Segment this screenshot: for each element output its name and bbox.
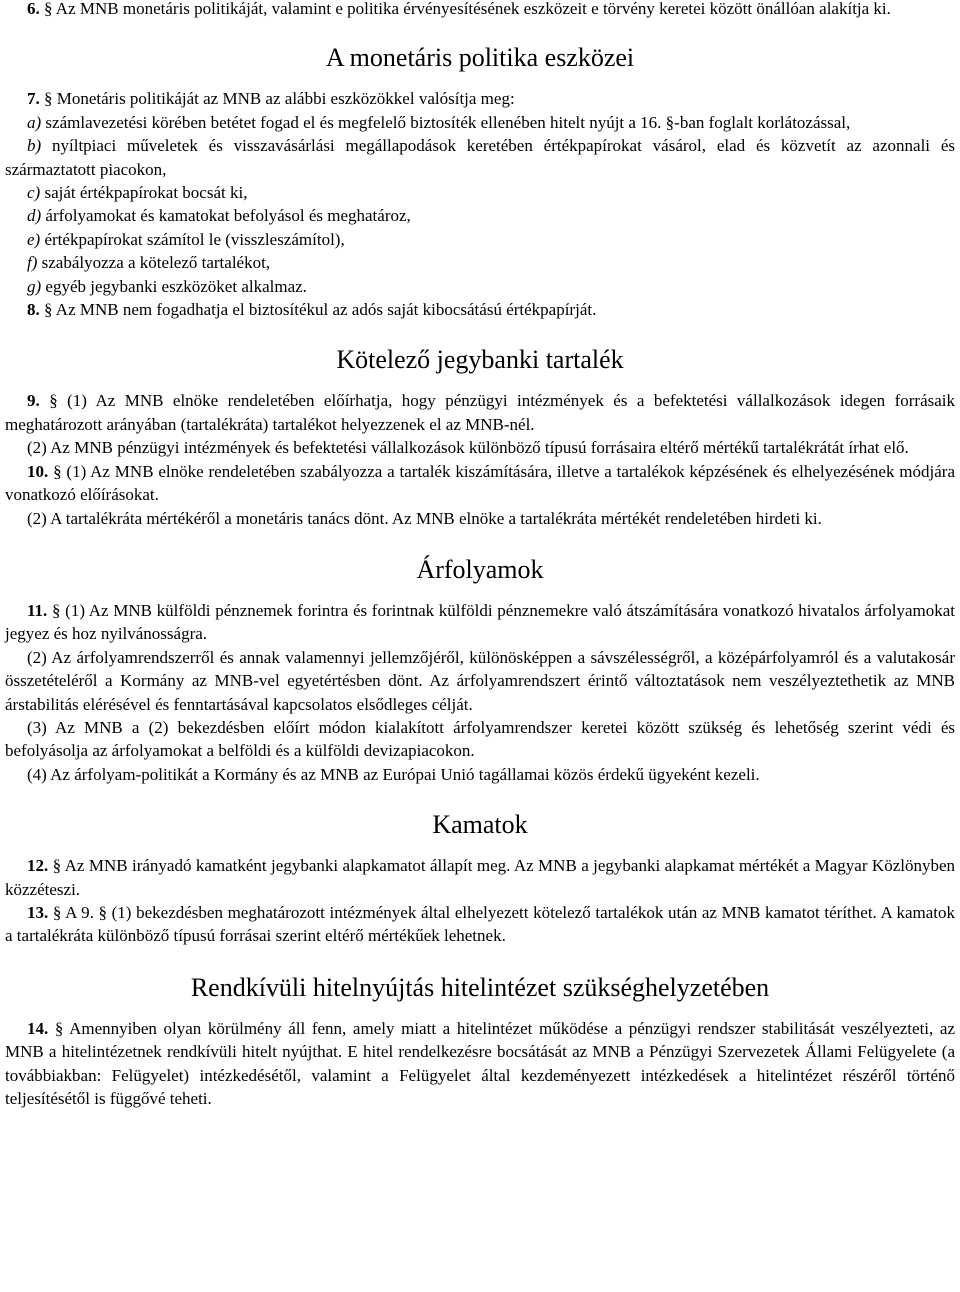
list-text: egyéb jegybanki eszközöket alkalmaz. <box>41 276 307 296</box>
section-number: 7. <box>27 89 40 109</box>
heading-emergency-credit: Rendkívüli hitelnyújtás hitelintézet szükséghelyzetében <box>190 972 770 1002</box>
section-11-paragraph-3: (3) Az MNB a (2) bekezdésben előírt módon kialakított árfolyamrendszer keretei között szükség és lehetőség szerint védi és befolyásolja az árfolyamokat a belföldi és a külföldi devizapiacokon. <box>5 717 955 761</box>
list-item-g <box>5 275 955 298</box>
list-letter: e) <box>27 229 41 249</box>
list-item-d <box>5 204 955 227</box>
list-letter: c) <box>27 183 41 203</box>
section-number: 6. <box>27 0 40 18</box>
section-text: Amennyiben olyan körülmény áll fenn, amely miatt a hitelintézet működése a pénzügyi rendszer stabilitását veszélyezteti, az MNB a hitelintézetnek rendkívüli hitelt nyújthat. E hitel rendelkezésre bocsátását az MNB a Pénzügyi Szervezetek Állami Felügyelete (a továbbiakban: Felügyelet) intézkedésétől, valamint a Felügyelet által kezdeményezett intézkedések a hitelintézet részéről történő teljesítésétől is függővé teheti. <box>5 1018 956 1108</box>
section-text: Monetáris politikáját az MNB az alábbi eszközökkel valósítja meg: <box>52 89 515 109</box>
list-text: szabályozza a kötelező tartalékot, <box>37 253 271 273</box>
section-text: (1) Az MNB elnöke rendeletében előírhatja, hogy pénzügyi intézmények és a befektetési vállalkozások idegen forrásaik meghatározott arányában (tartalékráta) tartalékot helyezzenek el az MNB-nél. <box>5 391 955 434</box>
section-sign: § <box>44 300 53 320</box>
section-10-paragraph-2: (2) A tartalékráta mértékéről a monetáris tanács dönt. Az MNB elnöke a tartalékráta mértékét rendeletében hirdeti ki. <box>27 508 822 528</box>
heading-interest: Kamatok <box>432 810 528 840</box>
list-item-a <box>5 111 955 134</box>
section-text: (1) Az MNB külföldi pénznemek forintra és forintnak külföldi pénznemekre való átszámítására vonatkozó hivatalos árfolyamokat jegyez és hoz nyilvánosságra. <box>5 600 955 644</box>
section-sign: § <box>52 856 62 876</box>
section-number: 13. <box>27 902 49 922</box>
list-item-b <box>5 134 955 181</box>
section-8 <box>5 298 955 321</box>
section-11-paragraph-2: (2) Az árfolyamrendszerről és annak valamennyi jellemzőjéről, különösképpen a sávszélességről, a középárfolyamról és a valutakosár összetételéről a Kormány az MNB-vel egyetértésben dönt. Az árfolyamrendszert érintő változtatások nem veszélyeztethetik az MNB árstabilitás elérésével és fenntartásával kapcsolatos elsődleges célját. <box>5 647 955 714</box>
section-text: Az MNB irányadó kamatként jegybanki alapkamatot állapít meg. Az MNB a jegybanki alapkamat mértékét a Magyar Közlönyben közzéteszi. <box>5 856 956 899</box>
section-text: Az MNB nem fogadhatja el biztosítékul az adós saját kibocsátású értékpapírját. <box>52 300 597 320</box>
section-9-paragraph-2: (2) Az MNB pénzügyi intézmények és befektetési vállalkozások különböző típusú forrásaira eltérő mértékű tartalékrátát írhat elő. <box>27 438 909 458</box>
section-9-paragraph-1 <box>5 389 955 436</box>
section-sign: § <box>52 600 61 620</box>
list-text: számlavezetési körében betétet fogad el és megfelelő biztosíték ellenében hitelt nyújt a 16. §-ban foglalt korlátozással, <box>41 112 851 132</box>
list-letter: d) <box>27 206 42 226</box>
section-10-paragraph-1 <box>5 460 955 507</box>
section-number: 12. <box>27 856 49 876</box>
section-13 <box>5 901 955 948</box>
heading-exchange-rates: Árfolyamok <box>416 554 544 584</box>
list-letter: b) <box>27 136 42 156</box>
list-item-c <box>5 181 955 204</box>
list-text: árfolyamokat és kamatokat befolyásol és meghatároz, <box>41 206 411 226</box>
list-letter: a) <box>27 112 42 132</box>
section-text: Az MNB monetáris politikáját, valamint e politika érvényesítésének eszközeit e törvény keretei között önállóan alakítja ki. <box>52 0 891 18</box>
section-number: 14. <box>27 1018 49 1038</box>
list-text: nyíltpiaci műveletek és visszavásárlási megállapodások keretében értékpapírokat vásárol, elad és közvetít az azonnali és származtatott piacokon, <box>5 136 955 179</box>
list-letter: f) <box>27 253 38 273</box>
section-text: A 9. § (1) bekezdésben meghatározott intézmények által elhelyezett kötelező tartalékok után az MNB kamatot téríthet. A kamatok a tartalékráta különböző típusú forrásai szerint eltérő mértékűek lehetnek. <box>5 902 956 946</box>
section-sign: § <box>54 1018 64 1038</box>
section-14 <box>5 1017 955 1111</box>
section-11-paragraph-4: (4) Az árfolyam-politikát a Kormány és az MNB az Európai Unió tagállamai közös érdekű ügyeként kezeli. <box>27 764 760 784</box>
list-letter: g) <box>27 276 42 296</box>
list-text: értékpapírokat számítol le (visszleszámítol), <box>40 229 345 249</box>
section-sign: § <box>49 391 58 411</box>
heading-monetary-tools: A monetáris politika eszközei <box>325 43 635 73</box>
section-sign: § <box>44 89 53 109</box>
section-text: (1) Az MNB elnöke rendeletében szabályozza a tartalék kiszámítására, illetve a tartalékok képzésének és elhelyezésének módjára vonatkozó előírásokat. <box>5 461 955 505</box>
section-7 <box>5 87 955 110</box>
heading-reserve: Kötelező jegybanki tartalék <box>336 345 624 375</box>
list-item-f <box>5 251 955 274</box>
section-number: 11. <box>27 600 48 620</box>
section-sign: § <box>53 461 62 481</box>
section-11-paragraph-1 <box>5 599 955 646</box>
list-item-e <box>5 228 955 251</box>
section-number: 9. <box>27 391 40 411</box>
section-number: 10. <box>27 461 49 481</box>
section-sign: § <box>52 902 62 922</box>
section-number: 8. <box>27 300 40 320</box>
section-sign: § <box>44 0 53 18</box>
section-6 <box>5 0 955 20</box>
list-text: saját értékpapírokat bocsát ki, <box>40 183 248 203</box>
section-12 <box>5 854 955 901</box>
